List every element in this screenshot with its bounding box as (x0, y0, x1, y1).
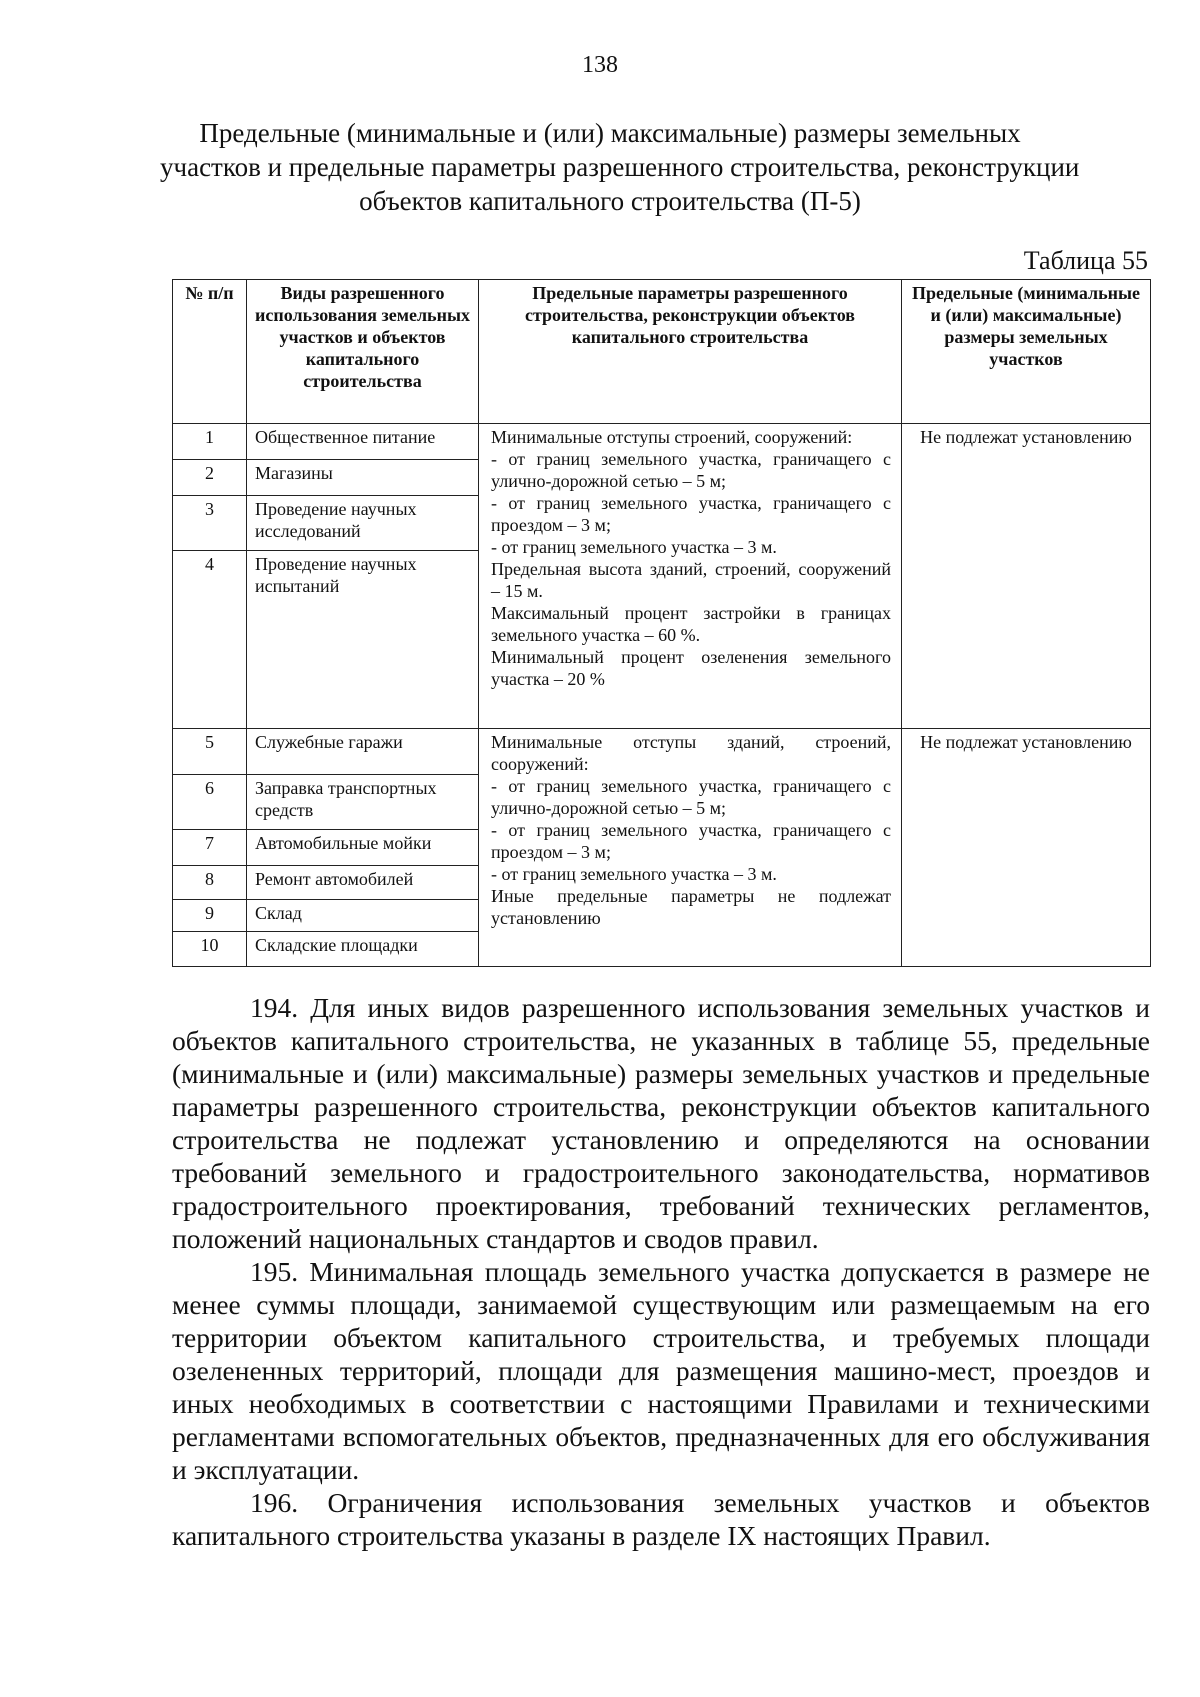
row-use-type: Проведение научных испытаний (247, 551, 479, 729)
body-text (172, 991, 1150, 1552)
param-line: Минимальные отступы строений, сооружений: (491, 427, 853, 447)
table-label: Таблица 55 (1023, 246, 1148, 275)
group1-parameters (479, 424, 902, 729)
header-use-types: Виды разрешенного использования земельных участков и объектов капитального строительства (247, 280, 479, 424)
param-line: Минимальные отступы зданий, строений, сооружений: (491, 732, 891, 774)
param-line: - от границ земельного участка, граничащего с проездом – 3 м; (491, 493, 891, 535)
row-number: 6 (173, 775, 247, 830)
row-use-type: Ремонт автомобилей (247, 866, 479, 900)
row-use-type: Автомобильные мойки (247, 830, 479, 866)
row-number: 1 (173, 424, 247, 460)
paragraph-196: 196. Ограничения использования земельных участков и объектов капитального строительства указаны в разделе IX настоящих Правил. (172, 1487, 1150, 1551)
header-plot-sizes: Предельные (минимальные и (или) максимальные) размеры земельных участков (902, 280, 1151, 424)
table-row (173, 729, 1151, 775)
row-number: 5 (173, 729, 247, 775)
param-line: - от границ земельного участка – 3 м. (491, 537, 777, 557)
row-number: 2 (173, 460, 247, 496)
paragraph-195: 195. Минимальная площадь земельного участка допускается в размере не менее суммы площади, занимаемой существующим или размещаемым на его территории объектом капитального строительства, и требуемых площади озелененных территорий, площади для размещения машино-мест, проездов и иных необходимых в соответствии с настоящими Правилами и техническими регламентами вспомогательных объектов, предназначенных для его обслуживания и эксплуатации. (172, 1256, 1150, 1485)
row-use-type: Заправка транспортных средств (247, 775, 479, 830)
row-use-type: Служебные гаражи (247, 729, 479, 775)
table-header-row (173, 280, 1151, 424)
row-use-type: Магазины (247, 460, 479, 496)
row-number: 7 (173, 830, 247, 866)
title-line-2: участков и предельные параметры разрешенного строительства, реконструкции (160, 152, 1080, 182)
row-use-type: Склад (247, 900, 479, 932)
header-number: № п/п (173, 280, 247, 424)
param-line: Иные предельные параметры не подлежат установлению (491, 886, 891, 928)
row-use-type: Общественное питание (247, 424, 479, 460)
param-line: - от границ земельного участка, граничащего с улично-дорожной сетью – 5 м; (491, 449, 891, 491)
param-line: Минимальный процент озеленения земельного участка – 20 % (491, 647, 891, 689)
page-number: 138 (582, 52, 618, 78)
row-number: 3 (173, 496, 247, 551)
param-line: - от границ земельного участка, граничащего с проездом – 3 м; (491, 820, 891, 862)
page-title (160, 116, 1080, 218)
param-line: Предельная высота зданий, строений, сооружений – 15 м. (491, 559, 891, 601)
param-line: - от границ земельного участка – 3 м. (491, 864, 777, 884)
title-line-1: Предельные (минимальные и (или) максимальные) размеры земельных (199, 118, 1021, 148)
table-row (173, 424, 1151, 460)
limits-table (172, 279, 1151, 967)
paragraph-194: 194. Для иных видов разрешенного использования земельных участков и объектов капитального строительства, не указанных в таблице 55, предельные (минимальные и (или) максимальные) размеры земельных участков и предельные параметры разрешенного строительства, реконструкции объектов капитального строительства не подлежат установлению и определяются на основании требований земельного и градостроительного законодательства, нормативов градостроительного проектирования, требований технических регламентов, положений национальных стандартов и сводов правил. (172, 992, 1150, 1254)
title-line-3: объектов капитального строительства (П-5) (359, 186, 861, 216)
row-number: 9 (173, 900, 247, 932)
param-line: - от границ земельного участка, граничащего с улично-дорожной сетью – 5 м; (491, 776, 891, 818)
param-line: Максимальный процент застройки в границах земельного участка – 60 %. (491, 603, 891, 645)
row-use-type: Складские площадки (247, 932, 479, 967)
row-use-type: Проведение научных исследований (247, 496, 479, 551)
row-number: 8 (173, 866, 247, 900)
row-number: 10 (173, 932, 247, 967)
header-parameters: Предельные параметры разрешенного строительства, реконструкции объектов капитального строительства (479, 280, 902, 424)
row-number: 4 (173, 551, 247, 729)
group2-parameters (479, 729, 902, 967)
group2-plot-sizes: Не подлежат установлению (902, 729, 1151, 967)
group1-plot-sizes: Не подлежат установлению (902, 424, 1151, 729)
